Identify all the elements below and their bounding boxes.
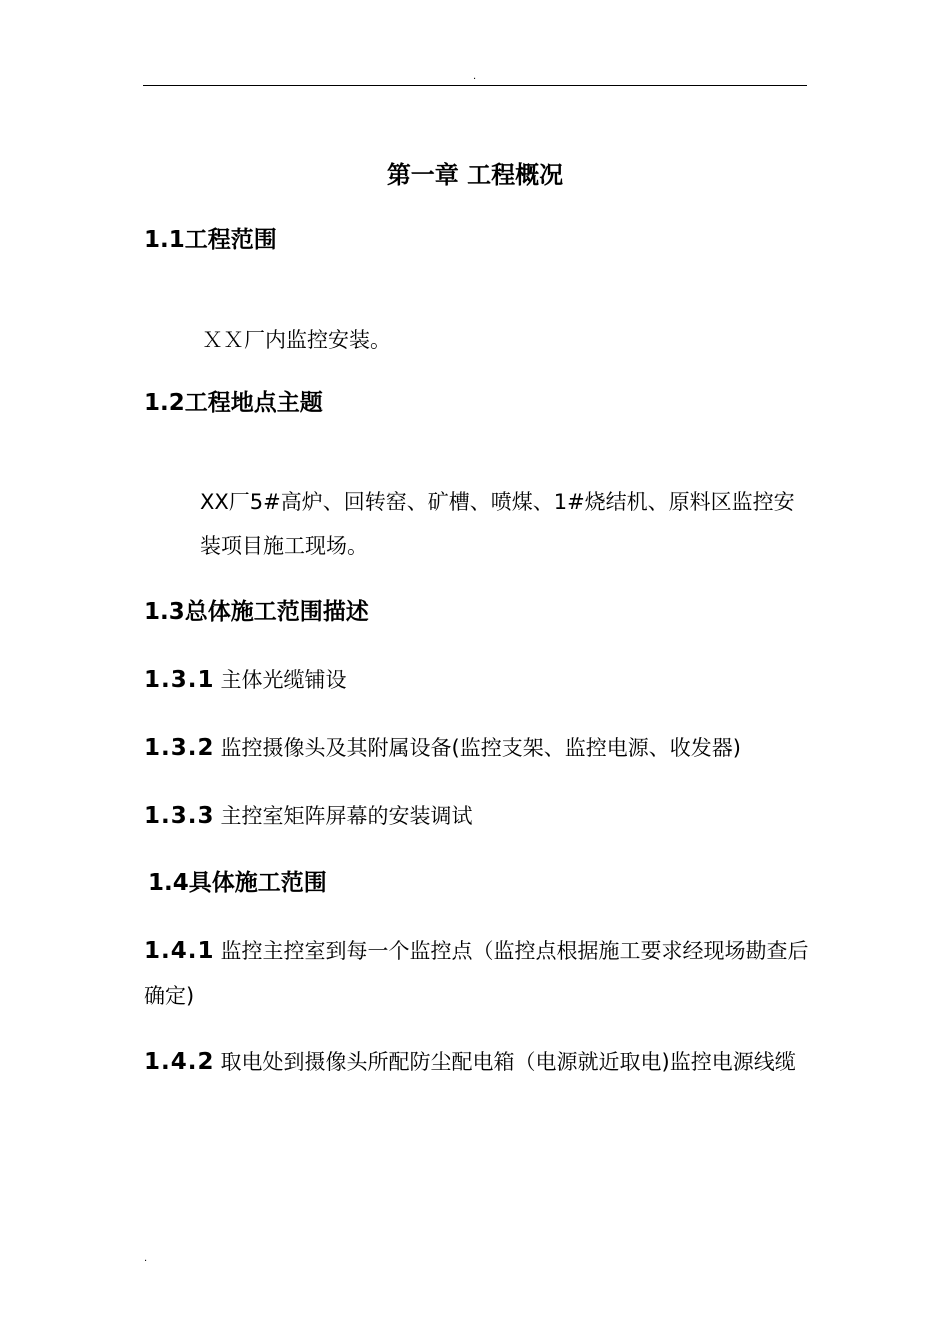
subsection-text: 监控主控室到每一个监控点（监控点根据施工要求经现场勘查后确定) (144, 939, 809, 1008)
section-heading-1-1: 1.1工程范围 (144, 227, 277, 253)
subsection-text: 监控摄像头及其附属设备(监控支架、监控电源、收发器) (220, 736, 741, 760)
subsection-1-3-1 (144, 664, 347, 696)
subsection-number: 1.4.1 (144, 938, 215, 964)
subsection-1-3-2 (144, 732, 741, 764)
subsection-number: 1.4.2 (144, 1049, 215, 1075)
section-heading-1-2: 1.2工程地点主题 (144, 390, 323, 416)
header-mark: . (473, 71, 477, 82)
subsection-text: 取电处到摄像头所配防尘配电箱（电源就近取电)监控电源线缆 (220, 1050, 796, 1074)
chapter-title: 第一章 工程概况 (386, 161, 564, 189)
subsection-text: 主体光缆铺设 (220, 668, 347, 692)
section-body-1-2: XX厂5#高炉、回转窑、矿槽、喷煤、1#烧结机、原料区监控安装项目施工现场。 (200, 490, 795, 558)
subsection-1-4-2 (144, 1040, 812, 1085)
footer-mark: . (144, 1253, 148, 1264)
subsection-1-4-1 (144, 929, 812, 1019)
section-body-1-1: ＸＸ厂内监控安装。 (202, 328, 391, 352)
section-heading-1-3: 1.3总体施工范围描述 (144, 599, 369, 625)
section-heading-1-4: 1.4具体施工范围 (148, 870, 327, 896)
subsection-text: 主控室矩阵屏幕的安装调试 (220, 804, 473, 828)
subsection-number: 1.3.2 (144, 735, 215, 761)
header-rule (143, 85, 807, 86)
subsection-1-3-3 (144, 800, 473, 832)
subsection-number: 1.3.1 (144, 667, 215, 693)
subsection-number: 1.3.3 (144, 803, 215, 829)
